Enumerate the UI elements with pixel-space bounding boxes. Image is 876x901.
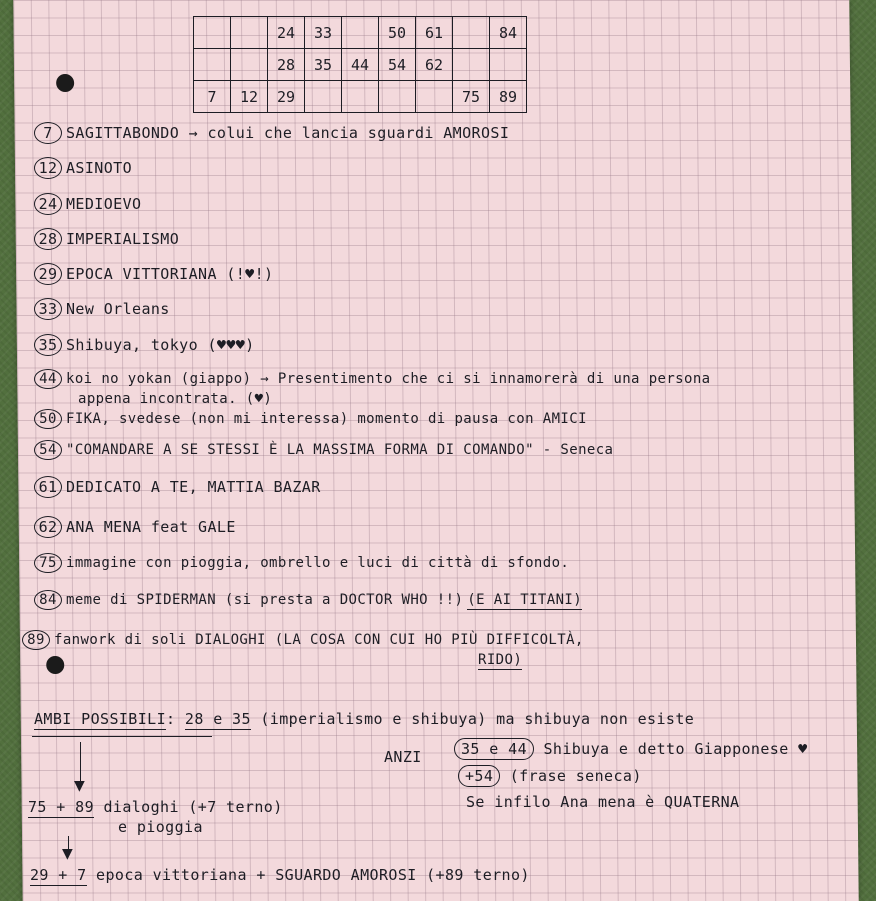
grid-cell: 50	[379, 17, 416, 49]
entry-number: 28	[34, 228, 62, 250]
entry-number: 62	[34, 516, 62, 538]
grid-cell	[231, 49, 268, 81]
entry-number: 44	[34, 369, 62, 389]
entry-extra: (E AI TITANI)	[467, 592, 583, 608]
grid-cell: 54	[379, 49, 416, 81]
combo2: 29 + 7	[30, 866, 87, 884]
grid-cell	[342, 81, 379, 113]
entry-number: 24	[34, 193, 62, 215]
combo1-comment: dialoghi (+7 terno)	[103, 798, 283, 816]
entry-text: Shibuya, tokyo (♥♥♥)	[66, 336, 255, 354]
entry-item	[34, 122, 509, 144]
ambi-label: AMBI POSSIBILI	[34, 710, 167, 728]
entry-number: 7	[34, 122, 62, 144]
entry-text: ANA MENA feat GALE	[66, 518, 236, 536]
entry-number: 75	[34, 553, 62, 573]
grid-cell: 89	[490, 81, 527, 113]
entry-item	[34, 193, 141, 215]
grid-cell	[490, 49, 527, 81]
ambi-plus-line	[458, 765, 642, 787]
ambi-pair: 28 e 35	[184, 710, 251, 728]
combo1-comment2: e pioggia	[118, 818, 203, 836]
entry-number: 12	[34, 157, 62, 179]
grid-cell: 24	[268, 17, 305, 49]
ambi-heading: AMBI POSSIBILI: 28 e 35 (imperialismo e shibuya) ma shibuya non esiste	[34, 710, 695, 728]
entry-text: MEDIOEVO	[66, 195, 142, 213]
arrowhead: ▼	[74, 778, 85, 794]
entry-text: DEDICATO A TE, MATTIA BAZAR	[66, 478, 321, 496]
grid-cell	[194, 49, 231, 81]
entry-number: 84	[34, 590, 62, 610]
entry-number: 50	[34, 409, 62, 429]
entry-text: fanwork di soli DIALOGHI (LA COSA CON CUI HO PIÙ DIFFICOLTÀ,	[54, 632, 584, 648]
entry-number: 61	[34, 476, 62, 498]
entry-number: 89	[22, 630, 50, 650]
entry-item	[34, 369, 711, 389]
grid-cell	[416, 81, 453, 113]
entry-item	[34, 440, 613, 460]
entry-text: SAGITTABONDO → colui che lancia sguardi AMOROSI	[66, 124, 510, 142]
entry-text: EPOCA VITTORIANA (!♥!)	[66, 265, 274, 283]
grid-row	[194, 49, 527, 81]
entry-text: New Orleans	[66, 300, 170, 318]
grid-cell: 44	[342, 49, 379, 81]
entry-item	[34, 516, 236, 538]
entry-item	[34, 334, 255, 356]
grid-row	[194, 81, 527, 113]
entry-number: 54	[34, 440, 62, 460]
entry-number: 29	[34, 263, 62, 285]
ambi-plus: +54	[458, 765, 500, 787]
grid-cell: 62	[416, 49, 453, 81]
entry-item	[34, 228, 179, 250]
arrowhead: ▼	[62, 846, 73, 862]
grid-cell	[231, 17, 268, 49]
entry-item	[34, 409, 587, 429]
entry-text-continuation: appena incontrata. (♥)	[78, 391, 273, 407]
entry-text: immagine con pioggia, ombrello e luci di città di sfondo.	[66, 555, 570, 571]
grid-cell	[453, 49, 490, 81]
anzi-label: ANZI	[384, 748, 422, 766]
ambi-plus-comment: (frase seneca)	[509, 767, 642, 785]
entry-text: IMPERIALISMO	[66, 230, 180, 248]
number-grid	[193, 16, 527, 113]
combo2-comment: epoca vittoriana + SGUARDO AMOROSI (+89 terno)	[96, 866, 530, 884]
binder-hole	[46, 656, 64, 674]
entry-item	[34, 157, 132, 179]
grid-cell: 29	[268, 81, 305, 113]
binder-hole	[56, 74, 74, 92]
grid-cell: 28	[268, 49, 305, 81]
grid-row	[194, 17, 527, 49]
entry-text: meme di SPIDERMAN (si presta a DOCTOR WHO !!)	[66, 592, 464, 608]
entry-text: "COMANDARE A SE STESSI È LA MASSIMA FORMA DI COMANDO" - Seneca	[66, 442, 614, 458]
grid-cell: 12	[231, 81, 268, 113]
grid-cell	[342, 17, 379, 49]
entry-item	[34, 298, 170, 320]
grid-cell: 61	[416, 17, 453, 49]
grid-cell	[194, 17, 231, 49]
grid-cell	[379, 81, 416, 113]
ambi-pair2: 35 e 44	[454, 738, 534, 760]
entry-item	[34, 590, 582, 610]
entry-number: 35	[34, 334, 62, 356]
entry-item	[34, 553, 569, 573]
ambi-pair2-line	[454, 738, 808, 760]
entry-number: 33	[34, 298, 62, 320]
grid-cell: 7	[194, 81, 231, 113]
combo1-line	[28, 798, 283, 816]
entry-text-continuation: RIDO)	[478, 652, 523, 668]
ambi-comment2: Shibuya e detto Giapponese ♥	[543, 740, 808, 758]
quaterna-note: Se infilo Ana mena è QUATERNA	[466, 793, 740, 811]
ambi-comment: (imperialismo e shibuya) ma shibuya non esiste	[260, 710, 695, 728]
grid-cell	[453, 17, 490, 49]
grid-cell: 75	[453, 81, 490, 113]
grid-cell: 84	[490, 17, 527, 49]
entry-item	[34, 476, 321, 498]
entry-item	[22, 630, 584, 650]
entry-text: FIKA, svedese (non mi interessa) momento di pausa con AMICI	[66, 411, 587, 427]
combo1: 75 + 89	[28, 798, 95, 816]
combo2-line	[30, 866, 530, 884]
grid-cell: 35	[305, 49, 342, 81]
grid-cell	[305, 81, 342, 113]
entry-text: koi no yokan (giappo) → Presentimento che ci si innamorerà di una persona	[66, 371, 711, 387]
underline-rule	[32, 736, 212, 737]
entry-text: ASINOTO	[66, 159, 133, 177]
entry-item	[34, 263, 273, 285]
grid-cell: 33	[305, 17, 342, 49]
